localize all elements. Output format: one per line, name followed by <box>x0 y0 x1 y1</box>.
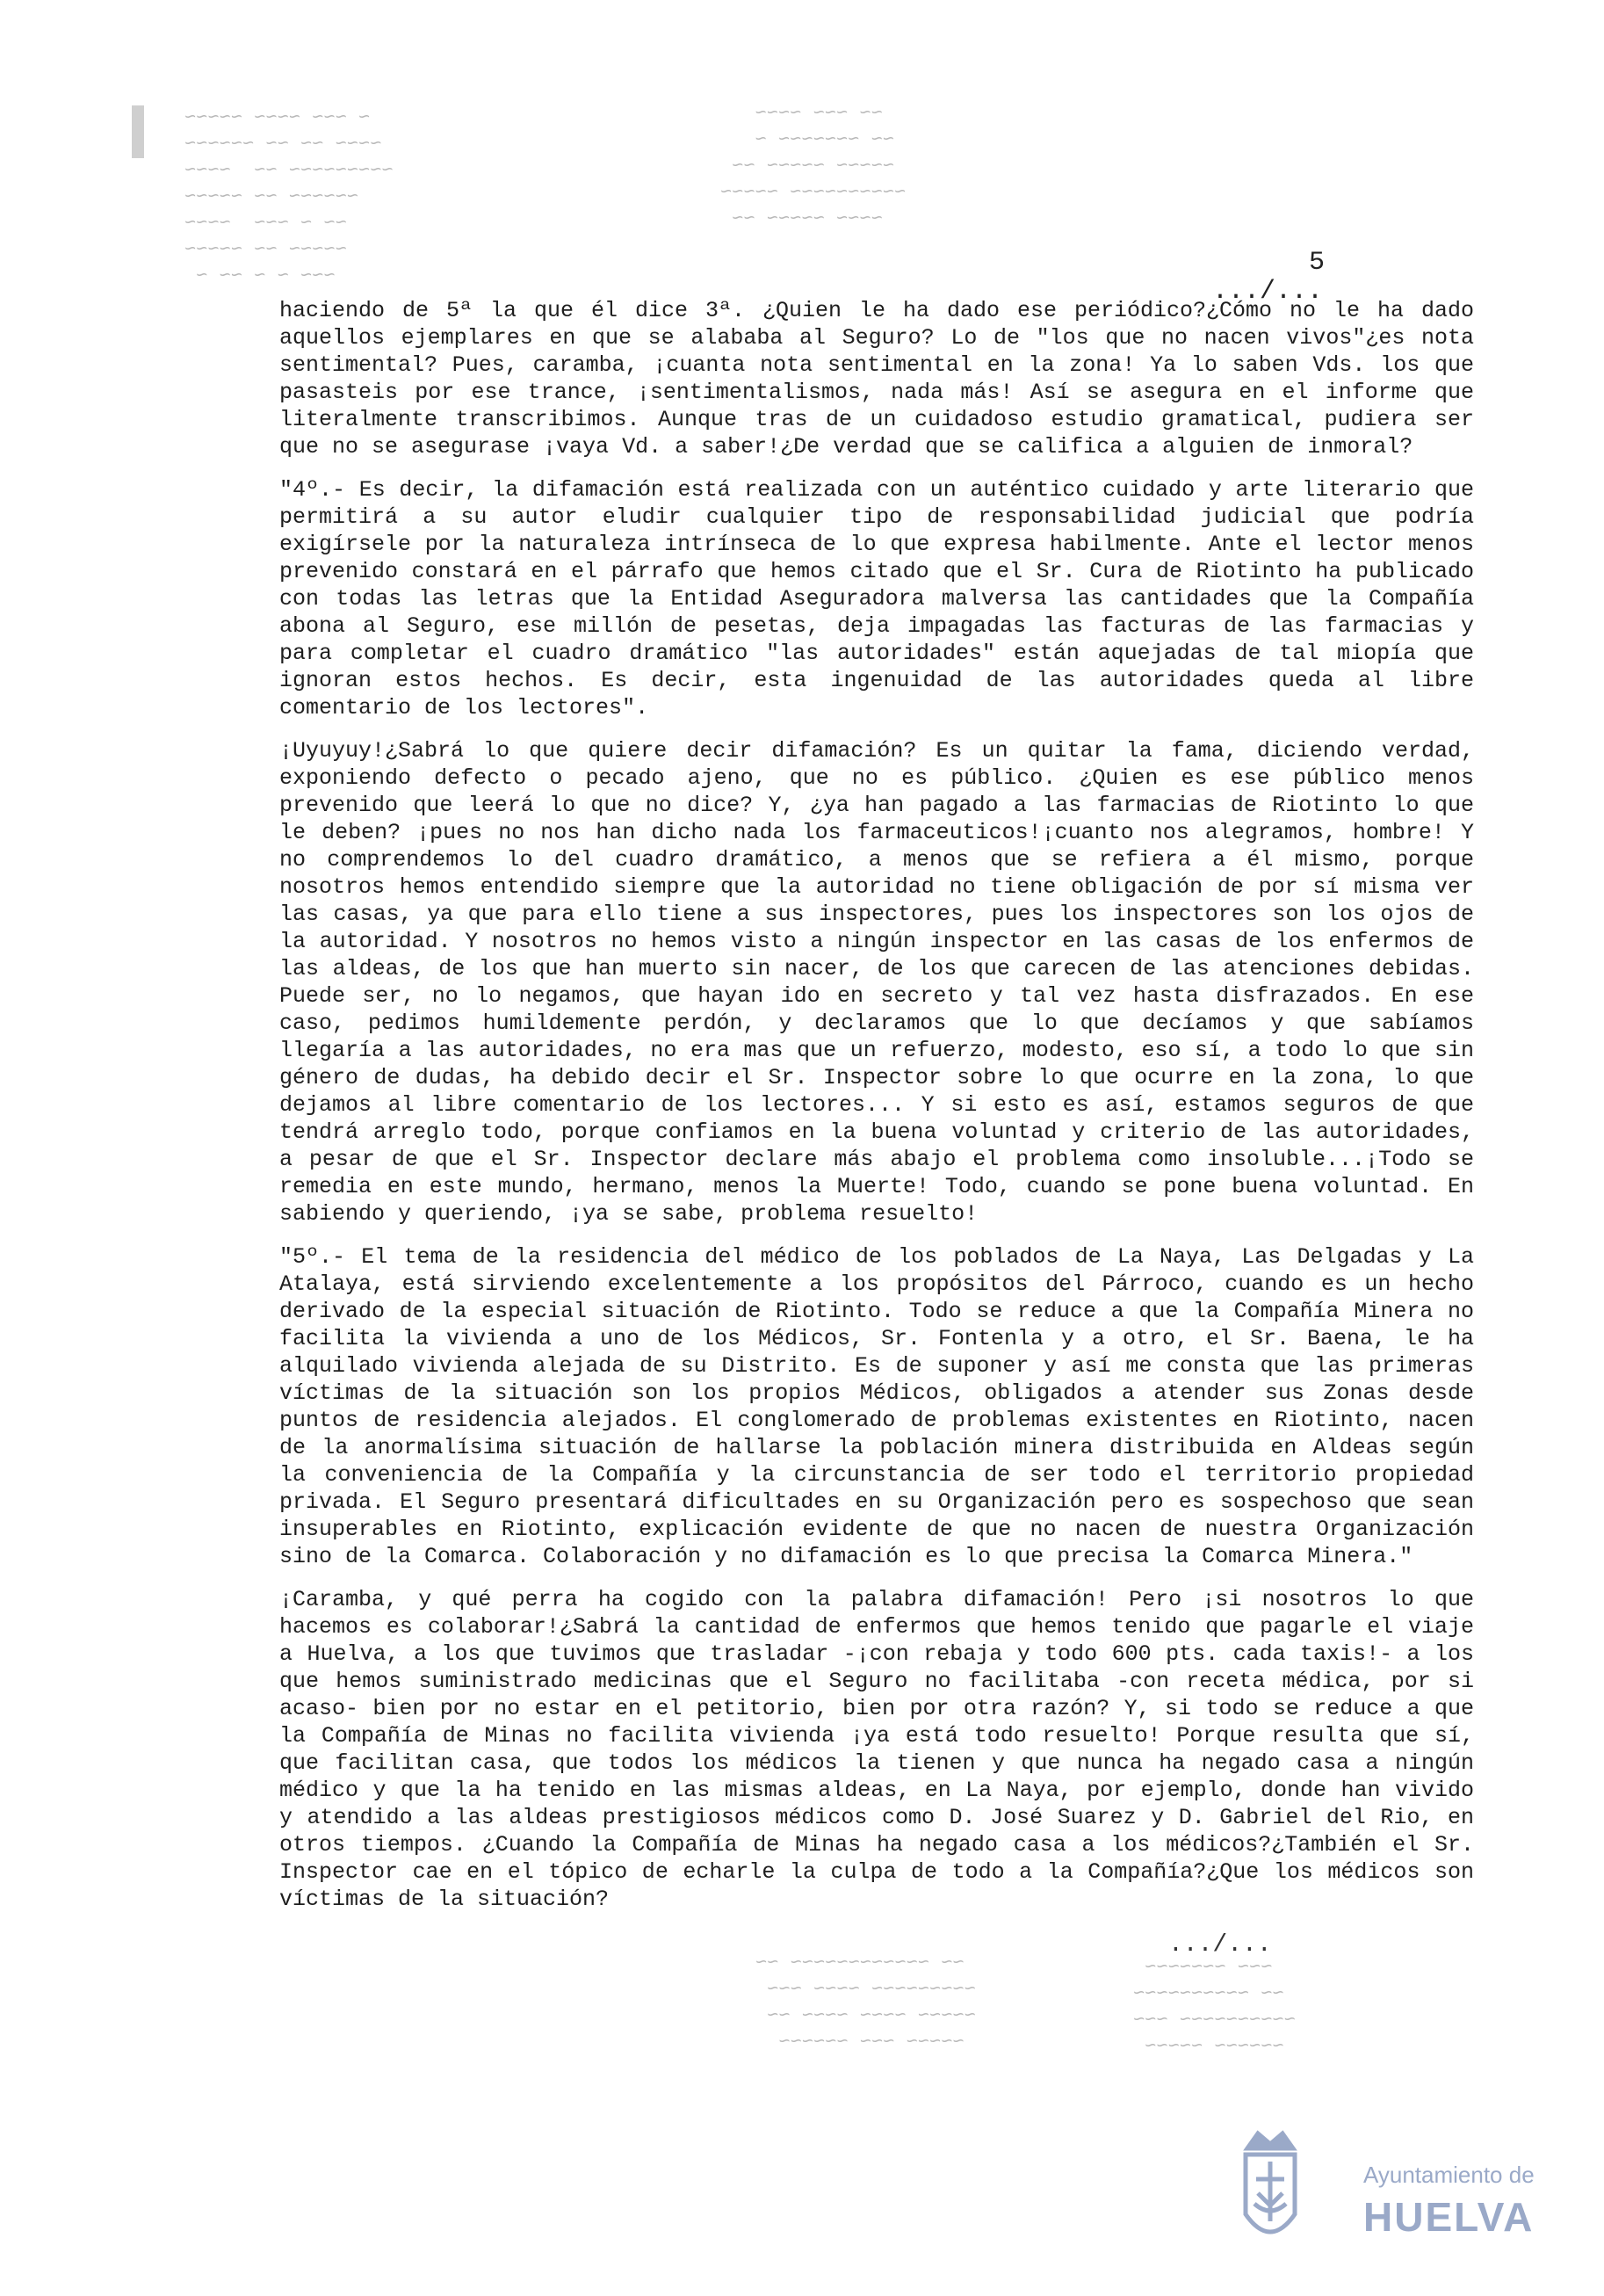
paragraph-reply-4: ¡Uyuyuy!¿Sabrá lo que quiere decir difamación? Es un quitar la fama, diciendo verdad, exponiendo defecto o pecado ajeno, que no es público. ¿Quien es ese público menos prevenido que leerá lo que no dice? Y, ¿ya han pagado a las farmacias de Riotinto lo que le deben? ¡pues no nos han dicho nada los farmaceuticos!¡cuanto nos alegramos, hombre! Y no comprendemos lo del cuadro dramático, a menos que se refiera a él mismo, porque nosotros hemos entendido siempre que la autoridad no tiene obligación de por sí misma ver las casas, ya que para ello tiene a sus inspectores, pues los inspectores son los ojos de la autoridad. Y nosotros no hemos visto a ningún inspector en las casas de los enfermos de las aldeas, de los que han muerto sin nacer, de los que carecen de las atenciones debidas. Puede ser, no lo negamos, que hayan ido en secreto y tal vez hasta disfrazados. En ese caso, pedimos humildemente perdón, y declaramos que lo que decíamos y que sabíamos llegaría a las autoridades, no era mas que un refuerzo, modesto, eso sí, a todo lo que sin género de dudas, ha debido decir el Sr. Inspector sobre lo que ocurre en la zona, lo que dejamos al libre comentario de los lectores... Y si esto es así, estamos seguros de que tendrá arreglo todo, porque confiamos en la buena voluntad y criterio de las autoridades, a pesar de que el Sr. Inspector declare más abajo el problema como insoluble...¡Todo se remedia en este mundo, hermano, menos la Muerte! Todo, cuando se pone buena voluntad. En sabiendo y queriendo, ¡ya se sabe, problema resuelto! <box>279 738 1474 1227</box>
logo-text-ayuntamiento: Ayuntamiento de <box>1363 2162 1535 2188</box>
page-number: 5 <box>1309 248 1326 278</box>
typed-text-body <box>279 297 1474 1929</box>
paragraph-reply-5: ¡Caramba, y qué perra ha cogido con la palabra difamación! Pero ¡si nosotros lo que hacemos es colaborar!¿Sabrá la cantidad de enfermos que hemos tenido que pagarle el viaje a Huelva, a los que tuvimos que trasladar -¡con rebaja y todo 600 pts. cada taxis!- a los que hemos suministrado medicinas que el Seguro no facilitaba -con receta médica, por si acaso- bien por no estar en el petitorio, bien por otra razón? Y, si todo se reduce a que la Compañía de Minas no facilita vivienda ¡ya está todo resuelto! Porque resulta que sí, que facilitan casa, que todos los médicos la tienen y que nunca ha negado casa a ningún médico y que la ha tenido en las mismas aldeas, en La Naya, por ejemplo, donde han vivido y atendido a las aldeas prestigiosos médicos como D. José Suarez y D. Gabriel del Rio, en otros tiempos. ¿Cuando la Compañía de Minas ha negado casa a los médicos?¿También el Sr. Inspector cae en el tópico de echarle la culpa de todo a la Compañía?¿Que los médicos son víctimas de la situación? <box>279 1587 1474 1912</box>
show-through-bleed-left: ~ ~~~ ~~~~ ~~~~~ ~~~~ ~~ ~~ ~~~~~~ ~~~~~~~~~ ~~ ~~~~ ~~~~~~ ~~ ~~~~~ ~~ ~ ~~~ ~~~~ ~~~~~ ~~ ~~~~~ ~~~ ~ ~ ~~ ~ <box>184 107 394 287</box>
continuation-mark-bottom: .../... <box>1168 1931 1272 1959</box>
show-through-bleed-right: ~~ ~~~ ~~~~ ~~ ~~~~~~~ ~ ~~~~~ ~~~~~ ~~ ~~~~~~~~~~ ~~~~~ ~~~~ ~~~~~ ~~ <box>720 103 907 230</box>
show-through-bleed-bottom-right: ~~~ ~~~~~~~ ~~ ~~~~~~~~~~ ~~~~~~~~~~ ~~~ ~~~~~~ ~~~~~ <box>1133 1957 1296 2058</box>
logo-text-huelva: HUELVA <box>1363 2194 1535 2240</box>
continuation-mark-top: .../... <box>1212 277 1324 307</box>
ayuntamiento-logo <box>1239 2126 1564 2258</box>
paragraph-intro: haciendo de 5ª la que él dice 3ª. ¿Quien le ha dado ese periódico?¿Cómo no le ha dado aquellos ejemplares en que se alababa al Seguro? Lo de "los que no nacen vivos"¿es nota sentimental? Pues, caramba, ¡cuanta nota sentimental en la zona! Ya lo saben Vds. los que pasasteis por ese trance, ¡sentimentalismos, nada más! Así se asegura en el informe que literalmente transcribimos. Aunque tras de un cuidadoso estudio gramatical, pudiera ser que no se asegurase ¡vaya Vd. a saber!¿De verdad que se califica a alguien de inmoral? <box>279 298 1474 460</box>
paragraph-quote-4: "4º.- Es decir, la difamación está realizada con un auténtico cuidado y arte literario que permitirá a su autor eludir cualquier tipo de responsabilidad judicial que podría exigírsele por la naturaleza intrínseca de lo que expresa habilmente. Ante el lector menos prevenido constará en el párrafo que hemos citado que el Sr. Cura de Riotinto ha publicado con todas las letras que la Entidad Aseguradora malversa las cantidades que la Compañía abona al Seguro, ese millón de pesetas, deja impagadas las facturas de las farmacias y para completar el cuadro dramático "las autoridades" están aquejadas de tal miopía que ignoran estos hechos. Es decir, esta ingenuidad de las autoridades queda al libre comentario de los lectores". <box>279 477 1474 721</box>
show-through-bleed-bottom: ~~ ~~~~~~~~~~~~ ~~ ~~~~~~~~~ ~~~~ ~~~ ~~~~~ ~~~~ ~~~~ ~~ ~~~~~ ~~~ ~~~~~~ <box>755 1952 976 2053</box>
crest-icon <box>1239 2126 1302 2258</box>
scan-edge-mark <box>132 105 144 158</box>
paragraph-quote-5: "5º.- El tema de la residencia del médico de los poblados de La Naya, Las Delgadas y La Atalaya, está sirviendo excelentemente a los propósitos del Párroco, cuando es un hecho derivado de la especial situación de Riotinto. Todo se reduce a que la Compañía Minera no facilita la vivienda a uno de los Médicos, Sr. Fontenla y a otro, el Sr. Baena, le ha alquilado vivienda alejada de su Distrito. Es de suponer y así me consta que las primeras víctimas de la situación son los propios Médicos, obligados a atender sus Zonas desde puntos de residencia alejados. El conglomerado de problemas existentes en Riotinto, nacen de la anormalísima situación de hallarse la población minera distribuida en Aldeas según la conveniencia de la Compañía y la circunstancia de ser todo el territorio propiedad privada. El Seguro presentará dificultades en su Organización pero es sospechoso que sean insuperables en Riotinto, explicación evidente de que no nacen de nuestra Organización sino de la Comarca. Colaboración y no difamación es lo que precisa la Comarca Minera." <box>279 1244 1474 1569</box>
